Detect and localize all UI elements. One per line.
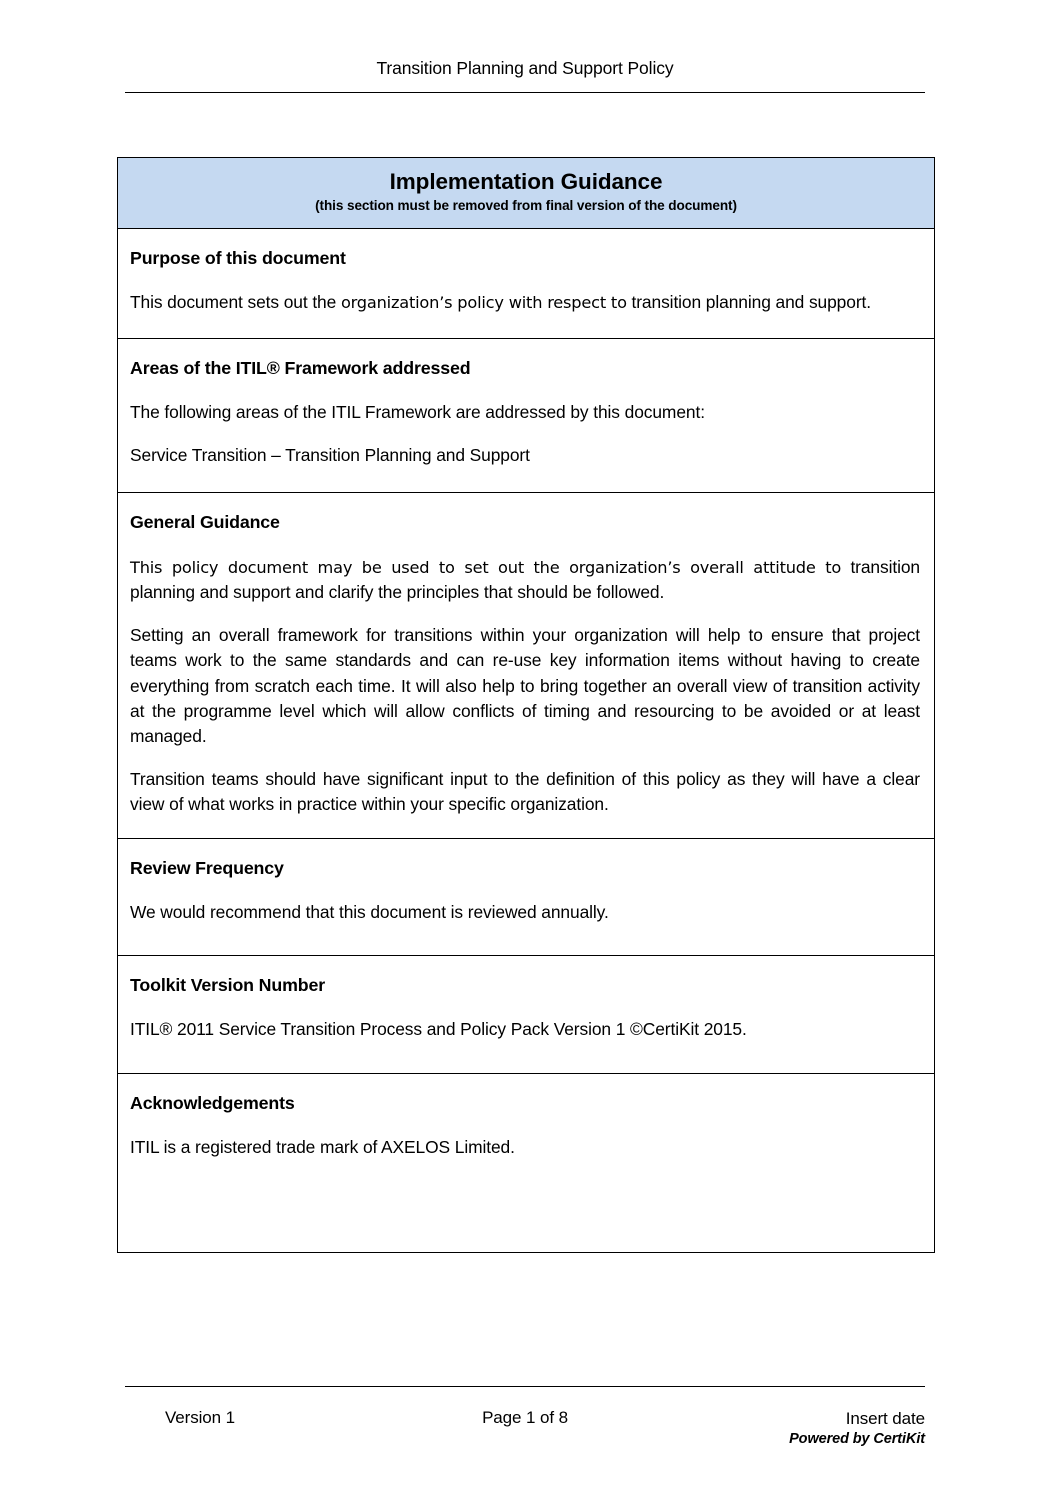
general-paragraph-1-emphasis: This policy document may be used to set out the organization’s overall attitude to [130,557,842,577]
footer-divider-rule [125,1386,925,1387]
document-footer [125,1398,925,1458]
section-heading-toolkit-version: Toolkit Version Number [130,975,325,996]
acknowledgements-paragraph: ITIL is a registered trade mark of AXELOS Limited. [130,1136,515,1157]
footer-brand: Powered by CertiKit [789,1431,925,1448]
areas-paragraph-intro: The following areas of the ITIL Framework are addressed by this document: [130,401,705,422]
header-divider-rule [125,92,925,93]
section-row-general-guidance [118,493,934,838]
section-cell-purpose [118,229,934,337]
purpose-text-emphasis: organization’s policy with respect to [340,293,627,313]
section-heading-general-guidance: General Guidance [130,512,280,533]
guidance-banner-title: Implementation Guidance [389,169,663,194]
general-paragraph-1 [130,555,920,605]
header-title: Transition Planning and Support Policy [376,58,674,78]
section-row-acknowledgements [118,1074,934,1252]
section-heading-review-frequency: Review Frequency [130,857,284,878]
section-paragraph-purpose [130,290,920,315]
footer-version: Version 1 [165,1408,235,1427]
section-row-toolkit-version [118,956,934,1073]
footer-page-number: Page 1 of 8 [482,1408,568,1427]
section-heading-areas: Areas of the ITIL® Framework addressed [130,357,471,378]
section-row-purpose [118,229,934,338]
areas-paragraph-item: Service Transition – Transition Planning and Support [130,445,530,466]
review-frequency-paragraph: We would recommend that this document is reviewed annually. [130,901,609,922]
implementation-guidance-table [117,157,935,1253]
section-row-review-frequency [118,839,934,956]
section-cell-areas [118,339,934,493]
purpose-text-tail: transition planning and support. [626,292,871,313]
purpose-text-lead: This document sets out the [130,292,341,313]
section-row-areas [118,339,934,494]
guidance-banner-row [118,158,934,229]
toolkit-version-paragraph: ITIL® 2011 Service Transition Process and Policy Pack Version 1 ©CertiKit 2015. [130,1019,747,1040]
general-paragraph-3: Transition teams should have significant input to the definition of this policy as they will have a clear view of what works in practice within your specific organization. [130,769,920,815]
section-heading-purpose: Purpose of this document [130,248,346,269]
section-cell-review-frequency [118,839,934,955]
general-paragraph-1-tail: transition planning and support and clarify the principles that should be followed. [130,556,921,602]
guidance-banner-subtitle: (this section must be removed from final version of the document) [315,197,737,213]
document-header [125,58,925,79]
section-heading-acknowledgements: Acknowledgements [130,1092,295,1113]
footer-right-group [665,1408,925,1448]
section-cell-toolkit-version [118,956,934,1072]
footer-date: Insert date [845,1409,925,1428]
section-cell-general-guidance [118,493,934,837]
section-cell-acknowledgements [118,1074,934,1252]
general-paragraph-2: Setting an overall framework for transitions within your organization will help to ensure that project teams work to the same standards and can re-use key information items without having to create everything from scratch each time. It will also help to bring together an overall view of transition activity at the programme level which will allow conflicts of timing and resourcing to be avoided or at least managed. [130,625,920,746]
